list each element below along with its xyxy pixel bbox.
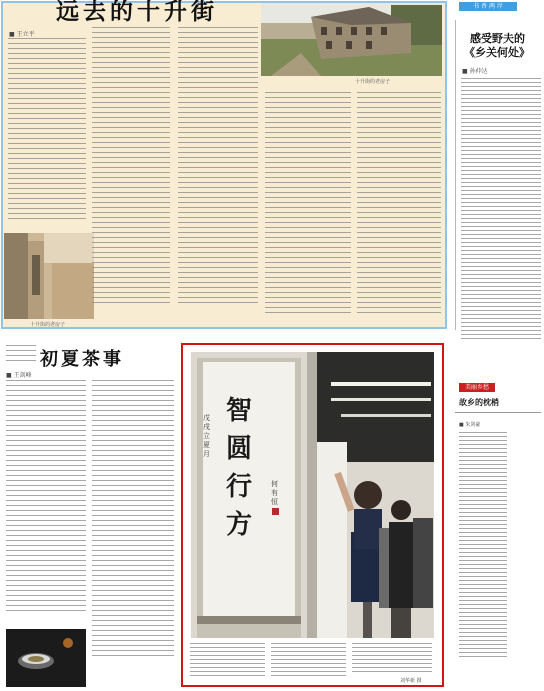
top-article-photo-2	[4, 233, 94, 319]
top-article-headline: 远去的十升街	[56, 0, 218, 25]
bottom-left-column-1	[6, 380, 86, 615]
right-column-byline: ■ 孙仲达	[462, 68, 488, 75]
right-column-title-2: 《乡关何处》	[464, 46, 530, 59]
featured-caption-col-2	[271, 643, 346, 679]
right-column-tag-text: 书 香 两 岸	[473, 3, 503, 10]
bottom-right-tag-text: 美丽乡愁	[464, 384, 489, 391]
top-article-column-3	[178, 27, 258, 307]
top-article-byline: ■ 王立平	[9, 31, 35, 38]
bottom-left-headline: 初夏茶事	[40, 349, 124, 370]
calligraphy-inscription: 戊戌立夏月	[203, 414, 210, 458]
bottom-right-byline: ■ 朱剑豪	[459, 422, 481, 428]
bottom-left-column-2	[92, 380, 174, 660]
top-article-column-5	[357, 92, 441, 317]
calligraphy-signature: 何有恒	[271, 480, 278, 506]
calligraphy-seal	[272, 508, 279, 515]
top-article-column-1	[8, 38, 86, 223]
featured-caption-col-1	[190, 643, 265, 679]
bottom-right-tag	[459, 383, 495, 392]
top-article-photo-2-caption: 十升街的老房子	[30, 322, 66, 328]
top-article-column-4	[265, 92, 351, 317]
bottom-left-column-0	[6, 345, 36, 365]
bottom-left-byline: ■ 王剑峰	[6, 372, 32, 379]
right-column-title-1: 感受野夫的	[470, 32, 525, 45]
featured-caption-col-3	[352, 643, 432, 675]
right-column-text	[461, 78, 541, 342]
top-article-photo	[261, 3, 442, 76]
bottom-right-text	[459, 432, 507, 660]
right-column-tag	[459, 2, 517, 11]
top-article-photo-caption: 十升街的老房子	[355, 79, 391, 85]
right-column-divider	[455, 20, 456, 330]
calligraphy-main: 智圆行方	[225, 396, 252, 540]
bottom-right-title: 故乡的枕梢	[459, 397, 499, 407]
bottom-right-rule	[455, 412, 541, 413]
tea-photo	[6, 629, 86, 687]
featured-photo-credit: 刘华新 摄	[400, 678, 422, 684]
top-article-column-2	[92, 27, 170, 307]
